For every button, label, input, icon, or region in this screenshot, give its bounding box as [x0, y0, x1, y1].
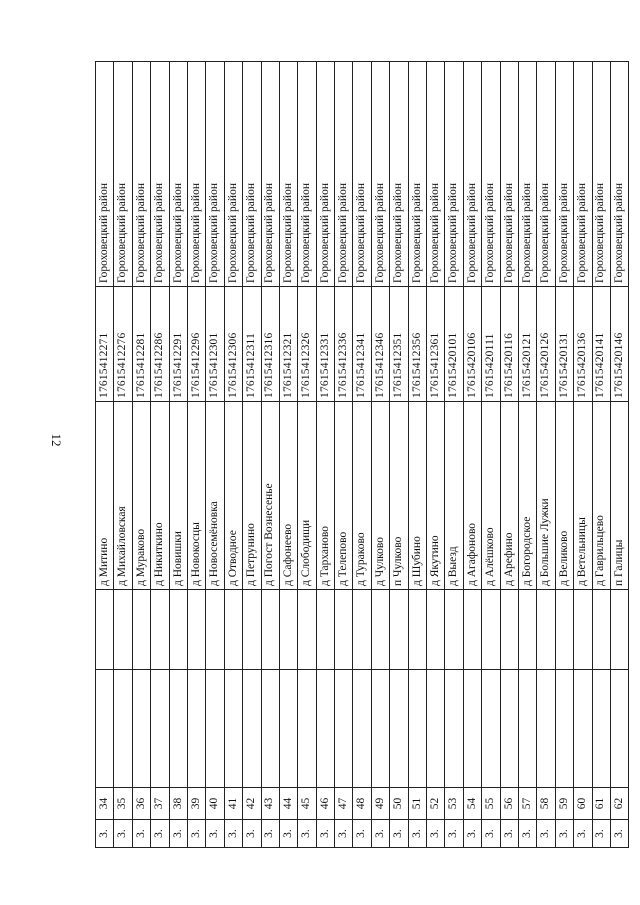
oktmo-code-cell: 17615412361 [427, 287, 445, 402]
table-row [390, 62, 408, 848]
settlement-name-cell: д Митино [96, 402, 114, 590]
empty-cell [555, 590, 573, 670]
district-cell: Гороховецкий район [335, 62, 353, 287]
section-number-cell: 3. [610, 820, 628, 848]
district-cell: Гороховецкий район [592, 62, 610, 287]
row-number-cell: 43 [261, 788, 279, 820]
table-row [114, 62, 132, 848]
empty-cell [445, 670, 463, 788]
empty-cell [445, 590, 463, 670]
district-cell: Гороховецкий район [371, 62, 389, 287]
oktmo-code-cell: 17615412306 [224, 287, 242, 402]
settlement-name-cell: д Тарханово [316, 402, 334, 590]
page-number: 12 [49, 433, 64, 447]
empty-cell [518, 670, 536, 788]
empty-cell [555, 670, 573, 788]
district-cell: Гороховецкий район [187, 62, 205, 287]
oktmo-code-cell: 17615412331 [316, 287, 334, 402]
settlement-name-cell: д Шубино [408, 402, 426, 590]
district-cell: Гороховецкий район [151, 62, 169, 287]
empty-cell [408, 590, 426, 670]
empty-cell [298, 590, 316, 670]
empty-cell [500, 670, 518, 788]
table-row [279, 62, 297, 848]
row-number-cell: 37 [151, 788, 169, 820]
row-number-cell: 36 [132, 788, 150, 820]
section-number-cell: 3. [316, 820, 334, 848]
empty-cell [353, 670, 371, 788]
row-number-cell: 54 [463, 788, 481, 820]
district-cell: Гороховецкий район [427, 62, 445, 287]
settlement-name-cell: д Михайловская [114, 402, 132, 590]
section-number-cell: 3. [114, 820, 132, 848]
settlement-name-cell: д Алёшково [482, 402, 500, 590]
oktmo-code-cell: 17615412301 [206, 287, 224, 402]
empty-cell [574, 590, 592, 670]
row-number-cell: 55 [482, 788, 500, 820]
empty-cell [463, 590, 481, 670]
empty-cell [206, 590, 224, 670]
empty-cell [169, 670, 187, 788]
section-number-cell: 3. [243, 820, 261, 848]
section-number-cell: 3. [335, 820, 353, 848]
section-number-cell: 3. [555, 820, 573, 848]
section-number-cell: 3. [537, 820, 555, 848]
empty-cell [206, 670, 224, 788]
table-row [335, 62, 353, 848]
district-cell: Гороховецкий район [390, 62, 408, 287]
district-cell: Гороховецкий район [555, 62, 573, 287]
section-number-cell: 3. [187, 820, 205, 848]
oktmo-code-cell: 17615412326 [298, 287, 316, 402]
table-row [206, 62, 224, 848]
section-number-cell: 3. [574, 820, 592, 848]
section-number-cell: 3. [353, 820, 371, 848]
settlement-name-cell: д Большие Лужки [537, 402, 555, 590]
section-number-cell: 3. [482, 820, 500, 848]
oktmo-code-cell: 17615412336 [335, 287, 353, 402]
oktmo-code-cell: 17615412271 [96, 287, 114, 402]
row-number-cell: 60 [574, 788, 592, 820]
settlement-name-cell: д Выезд [445, 402, 463, 590]
section-number-cell: 3. [298, 820, 316, 848]
oktmo-code-cell: 17615420126 [537, 287, 555, 402]
table-row [187, 62, 205, 848]
oktmo-code-cell: 17615412296 [187, 287, 205, 402]
empty-cell [463, 670, 481, 788]
row-number-cell: 38 [169, 788, 187, 820]
empty-cell [261, 590, 279, 670]
district-cell: Гороховецкий район [610, 62, 628, 287]
section-number-cell: 3. [96, 820, 114, 848]
settlement-name-cell: п Чулково [390, 402, 408, 590]
empty-cell [427, 590, 445, 670]
empty-cell [518, 590, 536, 670]
section-number-cell: 3. [132, 820, 150, 848]
table-row [574, 62, 592, 848]
section-number-cell: 3. [371, 820, 389, 848]
table-row [408, 62, 426, 848]
district-cell: Гороховецкий район [500, 62, 518, 287]
settlement-name-cell: д Арефино [500, 402, 518, 590]
section-number-cell: 3. [151, 820, 169, 848]
district-cell: Гороховецкий район [574, 62, 592, 287]
table-row [353, 62, 371, 848]
empty-cell [224, 670, 242, 788]
district-cell: Гороховецкий район [408, 62, 426, 287]
district-cell: Гороховецкий район [261, 62, 279, 287]
empty-cell [408, 670, 426, 788]
row-number-cell: 49 [371, 788, 389, 820]
empty-cell [592, 670, 610, 788]
section-number-cell: 3. [445, 820, 463, 848]
empty-cell [592, 590, 610, 670]
settlement-name-cell: д Гаврильцево [592, 402, 610, 590]
table-row [169, 62, 187, 848]
district-cell: Гороховецкий район [482, 62, 500, 287]
empty-cell [427, 670, 445, 788]
empty-cell [537, 590, 555, 670]
table-row [261, 62, 279, 848]
district-cell: Гороховецкий район [353, 62, 371, 287]
settlement-name-cell: д Новишки [169, 402, 187, 590]
row-number-cell: 59 [555, 788, 573, 820]
settlements-table-wrapper [95, 62, 625, 848]
table-row [427, 62, 445, 848]
table-row [463, 62, 481, 848]
empty-cell [371, 670, 389, 788]
settlement-name-cell: д Великово [555, 402, 573, 590]
row-number-cell: 46 [316, 788, 334, 820]
empty-cell [114, 590, 132, 670]
oktmo-code-cell: 17615412346 [371, 287, 389, 402]
row-number-cell: 47 [335, 788, 353, 820]
district-cell: Гороховецкий район [224, 62, 242, 287]
oktmo-code-cell: 17615420146 [610, 287, 628, 402]
oktmo-code-cell: 17615412276 [114, 287, 132, 402]
section-number-cell: 3. [427, 820, 445, 848]
settlement-name-cell: д Ветельницы [574, 402, 592, 590]
rotated-table-container [95, 62, 625, 848]
table-row [592, 62, 610, 848]
district-cell: Гороховецкий район [206, 62, 224, 287]
row-number-cell: 41 [224, 788, 242, 820]
empty-cell [610, 590, 628, 670]
table-row [224, 62, 242, 848]
table-row [151, 62, 169, 848]
row-number-cell: 56 [500, 788, 518, 820]
empty-cell [279, 590, 297, 670]
oktmo-code-cell: 17615420131 [555, 287, 573, 402]
row-number-cell: 58 [537, 788, 555, 820]
empty-cell [187, 670, 205, 788]
settlement-name-cell: д Отводное [224, 402, 242, 590]
oktmo-code-cell: 17615412291 [169, 287, 187, 402]
empty-cell [114, 670, 132, 788]
oktmo-code-cell: 17615420111 [482, 287, 500, 402]
district-cell: Гороховецкий район [279, 62, 297, 287]
section-number-cell: 3. [169, 820, 187, 848]
empty-cell [261, 670, 279, 788]
settlements-table [95, 61, 629, 848]
row-number-cell: 61 [592, 788, 610, 820]
oktmo-code-cell: 17615420116 [500, 287, 518, 402]
table-row [482, 62, 500, 848]
empty-cell [316, 670, 334, 788]
empty-cell [243, 670, 261, 788]
empty-cell [151, 670, 169, 788]
district-cell: Гороховецкий район [298, 62, 316, 287]
settlement-name-cell: д Богородское [518, 402, 536, 590]
oktmo-code-cell: 17615412356 [408, 287, 426, 402]
empty-cell [610, 670, 628, 788]
row-number-cell: 50 [390, 788, 408, 820]
section-number-cell: 3. [592, 820, 610, 848]
settlement-name-cell: д Якутино [427, 402, 445, 590]
oktmo-code-cell: 17615412316 [261, 287, 279, 402]
section-number-cell: 3. [390, 820, 408, 848]
table-row [500, 62, 518, 848]
table-row [371, 62, 389, 848]
section-number-cell: 3. [408, 820, 426, 848]
row-number-cell: 52 [427, 788, 445, 820]
row-number-cell: 57 [518, 788, 536, 820]
empty-cell [390, 590, 408, 670]
oktmo-code-cell: 17615412281 [132, 287, 150, 402]
empty-cell [96, 670, 114, 788]
row-number-cell: 44 [279, 788, 297, 820]
row-number-cell: 39 [187, 788, 205, 820]
section-number-cell: 3. [463, 820, 481, 848]
table-row [96, 62, 114, 848]
district-cell: Гороховецкий район [445, 62, 463, 287]
empty-cell [151, 590, 169, 670]
oktmo-code-cell: 17615420101 [445, 287, 463, 402]
table-row [132, 62, 150, 848]
oktmo-code-cell: 17615412341 [353, 287, 371, 402]
empty-cell [390, 670, 408, 788]
empty-cell [482, 670, 500, 788]
settlement-name-cell: д Никиткино [151, 402, 169, 590]
empty-cell [298, 670, 316, 788]
settlement-name-cell: д Чулково [371, 402, 389, 590]
row-number-cell: 35 [114, 788, 132, 820]
settlement-name-cell: д Телепово [335, 402, 353, 590]
empty-cell [224, 590, 242, 670]
empty-cell [169, 590, 187, 670]
district-cell: Гороховецкий район [518, 62, 536, 287]
row-number-cell: 48 [353, 788, 371, 820]
empty-cell [187, 590, 205, 670]
empty-cell [243, 590, 261, 670]
empty-cell [574, 670, 592, 788]
table-row [243, 62, 261, 848]
settlement-name-cell: д Новокосцы [187, 402, 205, 590]
oktmo-code-cell: 17615412321 [279, 287, 297, 402]
empty-cell [482, 590, 500, 670]
empty-cell [500, 590, 518, 670]
empty-cell [335, 590, 353, 670]
empty-cell [96, 590, 114, 670]
row-number-cell: 40 [206, 788, 224, 820]
district-cell: Гороховецкий район [243, 62, 261, 287]
oktmo-code-cell: 17615420106 [463, 287, 481, 402]
row-number-cell: 51 [408, 788, 426, 820]
section-number-cell: 3. [224, 820, 242, 848]
row-number-cell: 45 [298, 788, 316, 820]
row-number-cell: 42 [243, 788, 261, 820]
empty-cell [335, 670, 353, 788]
table-row [610, 62, 628, 848]
oktmo-code-cell: 17615420121 [518, 287, 536, 402]
empty-cell [353, 590, 371, 670]
empty-cell [316, 590, 334, 670]
settlement-name-cell: д Сафонеево [279, 402, 297, 590]
district-cell: Гороховецкий район [316, 62, 334, 287]
table-row [298, 62, 316, 848]
oktmo-code-cell: 17615412351 [390, 287, 408, 402]
settlement-name-cell: д Мураково [132, 402, 150, 590]
settlement-name-cell: д Тураково [353, 402, 371, 590]
section-number-cell: 3. [261, 820, 279, 848]
settlement-name-cell: д Слободищи [298, 402, 316, 590]
settlement-name-cell: д Петрунино [243, 402, 261, 590]
oktmo-code-cell: 17615420141 [592, 287, 610, 402]
oktmo-code-cell: 17615420136 [574, 287, 592, 402]
settlement-name-cell: д Агафоново [463, 402, 481, 590]
section-number-cell: 3. [206, 820, 224, 848]
empty-cell [132, 670, 150, 788]
oktmo-code-cell: 17615412286 [151, 287, 169, 402]
district-cell: Гороховецкий район [169, 62, 187, 287]
empty-cell [132, 590, 150, 670]
district-cell: Гороховецкий район [537, 62, 555, 287]
district-cell: Гороховецкий район [114, 62, 132, 287]
district-cell: Гороховецкий район [132, 62, 150, 287]
section-number-cell: 3. [279, 820, 297, 848]
district-cell: Гороховецкий район [96, 62, 114, 287]
empty-cell [537, 670, 555, 788]
settlement-name-cell: д Погост Вознесенье [261, 402, 279, 590]
oktmo-code-cell: 17615412311 [243, 287, 261, 402]
row-number-cell: 53 [445, 788, 463, 820]
table-row [518, 62, 536, 848]
settlement-name-cell: п Галицы [610, 402, 628, 590]
table-row [316, 62, 334, 848]
section-number-cell: 3. [518, 820, 536, 848]
table-row [445, 62, 463, 848]
empty-cell [279, 670, 297, 788]
empty-cell [371, 590, 389, 670]
table-row [555, 62, 573, 848]
section-number-cell: 3. [500, 820, 518, 848]
table-row [537, 62, 555, 848]
row-number-cell: 62 [610, 788, 628, 820]
district-cell: Гороховецкий район [463, 62, 481, 287]
table-body [96, 62, 629, 848]
settlement-name-cell: д Новосемёновка [206, 402, 224, 590]
row-number-cell: 34 [96, 788, 114, 820]
